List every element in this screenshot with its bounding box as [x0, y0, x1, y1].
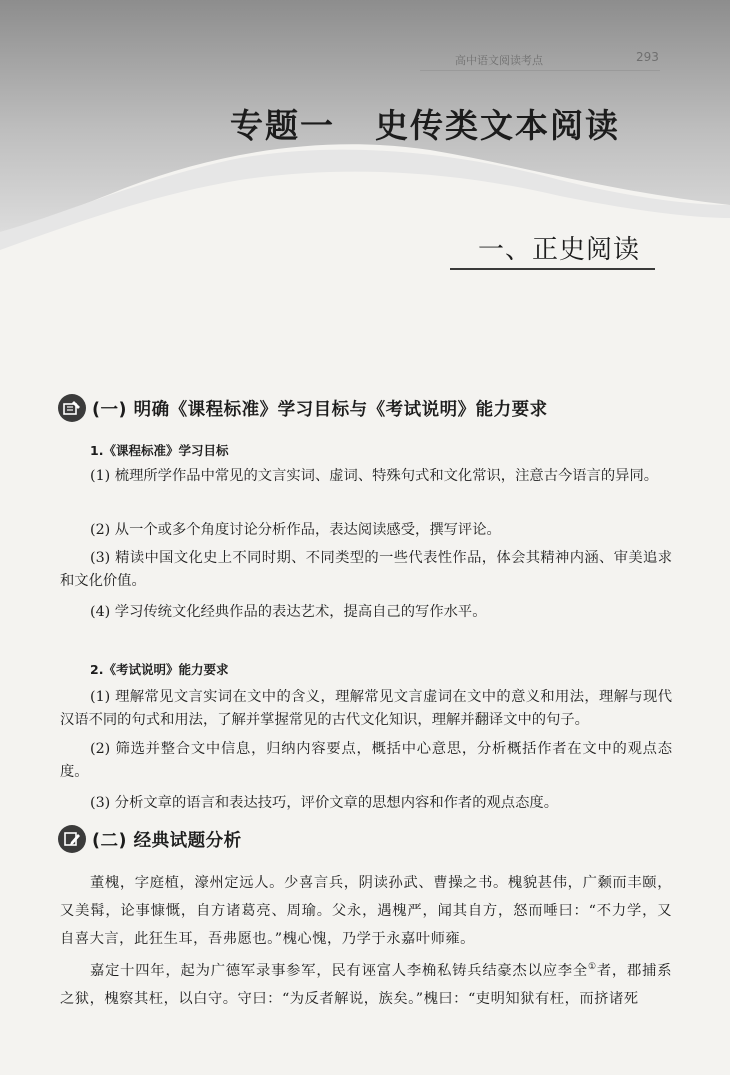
- chapter-name: 史传类文本阅读: [375, 106, 620, 145]
- list-item: (2) 筛选并整合文中信息，归纳内容要点，概括中心意思，分析概括作者在文中的观点态度。: [60, 741, 672, 780]
- section-title-underline: [450, 268, 655, 270]
- subsection-heading-1: [58, 393, 548, 423]
- chapter-number: 专题一: [230, 106, 335, 145]
- list-item: (3) 精读中国文化史上不同时期、不同类型的一些代表性作品，体会其精神内涵、审美追求和文化价值。: [60, 550, 672, 589]
- list-item: (4) 学习传统文化经典作品的表达艺术，提高自己的写作水平。: [90, 604, 487, 620]
- passage-text: 嘉定十四年，起为广德军录事参军，民有诬富人李桷私铸兵结豪杰以应李全: [90, 962, 588, 979]
- footnote-marker: ①: [587, 962, 597, 972]
- passage-text: 者，郡捕系之狱，槐察其枉，以白守。守曰：“为反者解说，族矣。”槐曰：“吏明知狱有枉，而挤诸死: [60, 962, 673, 1007]
- list-item: (1) 理解常见文言实词在文中的含义，理解常见文言虚词在文中的意义和用法，理解与现代汉语不同的句式和用法，了解并掌握常见的古代文化知识，理解并翻译文中的句子。: [60, 689, 672, 728]
- group-label-requirements: 2.《考试说明》能力要求: [90, 662, 229, 677]
- running-header-rule: [420, 70, 660, 71]
- passage-paragraph-2: [60, 953, 672, 1013]
- subsection-heading-text: (二) 经典试题分析: [92, 830, 242, 851]
- subsection-heading-text: (一) 明确《课程标准》学习目标与《考试说明》能力要求: [92, 399, 548, 420]
- pen-paper-icon: [58, 825, 86, 853]
- running-header-title: 高中语文阅读考点: [455, 54, 543, 67]
- list-item: (3) 分析文章的语言和表达技巧，评价文章的思想内容和作者的观点态度。: [90, 795, 558, 811]
- page-number: 293: [636, 50, 659, 64]
- subsection-heading-2: [58, 824, 242, 854]
- book-pen-icon: [58, 394, 86, 422]
- passage-paragraph-1: 董槐，字庭植，濠州定远人。少喜言兵，阴读孙武、曹操之书。槐貌甚伟，广颡而丰颐，又美髯，论事慷慨，自方诸葛亮、周瑜。父永，遇槐严，闻其自方，怒而唾曰：“不力学，又自喜大言，此狂生耳，吾弗愿也。”槐心愧，乃学于永嘉叶师雍。: [60, 875, 672, 947]
- section-title: 一、正史阅读: [478, 235, 641, 265]
- group-label-standards: 1.《课程标准》学习目标: [90, 443, 229, 458]
- list-item: (2) 从一个或多个角度讨论分析作品，表达阅读感受，撰写评论。: [90, 522, 501, 538]
- chapter-title: [230, 100, 660, 147]
- list-item: (1) 梳理所学作品中常见的文言实词、虚词、特殊句式和文化常识，注意古今语言的异同。: [90, 468, 659, 484]
